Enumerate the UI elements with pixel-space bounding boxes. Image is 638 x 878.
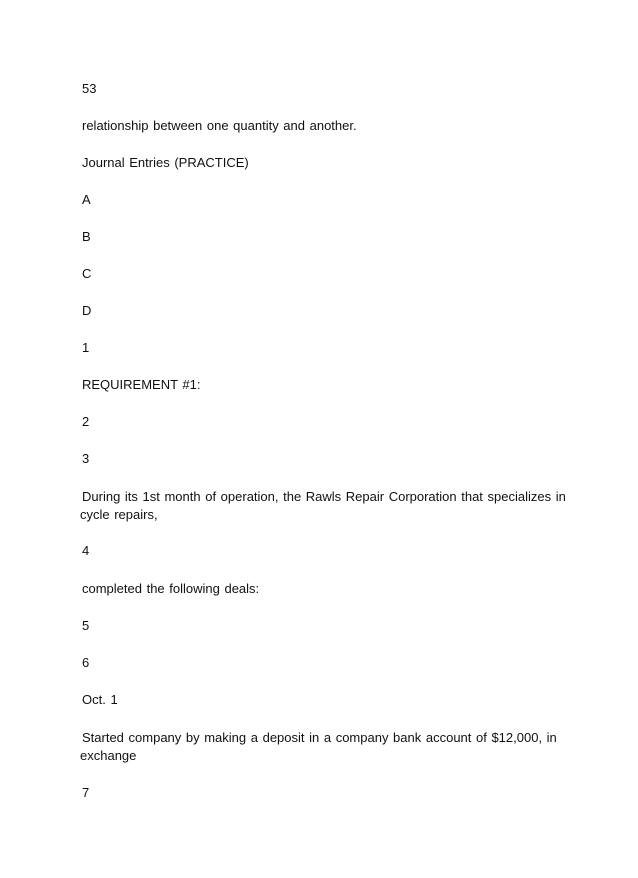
text-line: completed the following deals:: [82, 581, 260, 596]
paragraph-line: exchange: [80, 748, 137, 763]
paragraph-during: [80, 488, 580, 524]
date-label: Oct. 1: [82, 692, 118, 707]
page-number: 53: [82, 81, 97, 96]
row-number: 4: [82, 543, 90, 558]
column-label-d: D: [82, 303, 92, 318]
paragraph-line: cycle repairs,: [80, 507, 158, 522]
column-label-b: B: [82, 229, 91, 244]
paragraph-line: During its 1st month of operation, the Rawls Repair Corporation that specializes in: [82, 489, 566, 504]
row-number: 1: [82, 340, 90, 355]
row-number: 2: [82, 414, 90, 429]
requirement-heading: REQUIREMENT #1:: [82, 377, 201, 392]
text-line: relationship between one quantity and another.: [82, 118, 357, 133]
row-number: 6: [82, 655, 90, 670]
column-label-c: C: [82, 266, 92, 281]
paragraph-line: Started company by making a deposit in a company bank account of $12,000, in: [82, 730, 557, 745]
section-heading: Journal Entries (PRACTICE): [82, 155, 249, 170]
paragraph-started: [80, 729, 580, 765]
row-number: 3: [82, 451, 90, 466]
column-label-a: A: [82, 192, 91, 207]
row-number: 5: [82, 618, 90, 633]
row-number: 7: [82, 785, 90, 800]
